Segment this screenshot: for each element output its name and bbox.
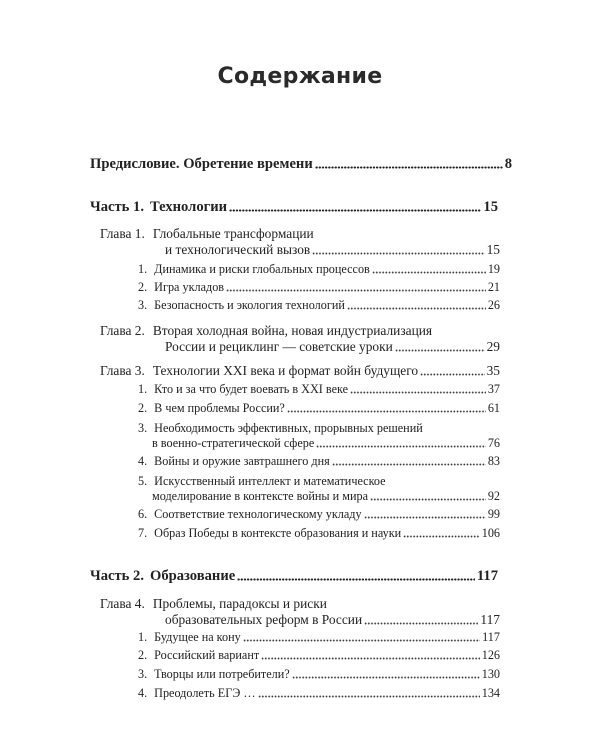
toc-part[interactable]: [90, 567, 498, 585]
toc-section-title: Игра укладов: [154, 280, 225, 294]
toc-section[interactable]: [138, 421, 500, 451]
toc-section-number: 3.: [138, 298, 148, 312]
toc-section-number: 2.: [138, 401, 148, 415]
toc-section[interactable]: [138, 648, 500, 663]
toc-section-number: 1.: [138, 382, 148, 396]
dot-leader: [226, 289, 486, 292]
toc-chapter-title-line: образовательных реформ в России: [165, 612, 363, 627]
dot-leader: [292, 676, 480, 679]
toc-section[interactable]: [138, 667, 500, 682]
toc-section[interactable]: [138, 454, 500, 469]
toc-page-number: 8: [504, 156, 512, 172]
toc-preface-label: Предисловие. Обретение времени: [90, 156, 313, 172]
toc-page-number: 37: [487, 382, 500, 396]
toc-page-number: 15: [486, 242, 500, 257]
toc-page-number: 61: [487, 401, 500, 415]
toc-section[interactable]: [138, 401, 500, 416]
toc-section-number: 2.: [138, 648, 148, 662]
toc-chapter[interactable]: [100, 363, 500, 379]
toc-part-label: Часть 1.: [90, 199, 144, 215]
toc-chapter-label: Глава 2.: [100, 323, 145, 338]
toc-preface[interactable]: [90, 155, 512, 173]
dot-leader: [287, 410, 486, 413]
toc-section-number: 4.: [138, 686, 148, 700]
dot-leader: [395, 349, 485, 352]
toc-chapter-title-line: Технологии XXI века и формат войн будущего: [152, 363, 419, 378]
toc-page-number: 26: [487, 298, 500, 312]
toc-part-title: Образование: [149, 568, 236, 584]
toc-part-label: Часть 2.: [90, 568, 144, 584]
toc-page-number: 117: [482, 630, 500, 644]
toc-section-title: Войны и оружие завтрашнего дня: [154, 454, 330, 468]
dot-leader: [420, 373, 485, 376]
toc-section[interactable]: [138, 474, 500, 504]
toc-page-number: 117: [476, 568, 498, 584]
toc-chapter[interactable]: [100, 596, 500, 628]
toc-section-number: 7.: [138, 526, 148, 540]
toc-page-number: 106: [481, 526, 500, 540]
toc-chapter-label: Глава 3.: [100, 363, 145, 378]
toc-page-number: 19: [487, 262, 500, 276]
toc-chapter-title-line: Глобальные трансформации: [152, 226, 314, 241]
dot-leader: [332, 463, 486, 466]
dot-leader: [403, 535, 480, 538]
toc-section-title: Соответствие технологическому укладу: [154, 507, 362, 521]
toc-section[interactable]: [138, 382, 500, 397]
toc-page-number: 92: [487, 489, 500, 503]
toc-chapter[interactable]: [100, 323, 500, 355]
toc-section-number: 3.: [138, 421, 148, 435]
toc-page-number: 126: [481, 648, 500, 662]
toc-page-number: 134: [481, 686, 500, 700]
toc-section[interactable]: [138, 262, 500, 277]
toc-part-title: Технологии: [149, 199, 228, 215]
toc-section-title: Будущее на кону: [154, 630, 241, 644]
toc-part[interactable]: [90, 198, 498, 216]
dot-leader: [372, 271, 486, 274]
toc-chapter-title-line: Проблемы, парадоксы и риски: [152, 596, 327, 611]
toc-section-title: Динамика и риски глобальных процессов: [154, 262, 370, 276]
page-title: Содержание: [217, 64, 383, 89]
toc-chapter-title-line: Вторая холодная война, новая индустриализация: [152, 323, 433, 338]
toc-section-title-cont: моделирование в контексте войны и мира: [152, 489, 368, 503]
toc-section-title: Творцы или потребители?: [154, 667, 290, 681]
dot-leader: [237, 578, 475, 581]
toc-chapter[interactable]: [100, 226, 500, 258]
dot-leader: [315, 166, 503, 169]
toc-section-title: Преодолеть ЕГЭ …: [154, 686, 256, 700]
toc-chapter-label: Глава 4.: [100, 596, 145, 611]
dot-leader: [229, 209, 481, 212]
dot-leader: [312, 252, 484, 255]
toc-chapter-title-line: и технологический вызов: [165, 242, 311, 257]
toc-page-number: 15: [483, 199, 498, 215]
toc-chapter-label: Глава 1.: [100, 226, 145, 241]
toc-section-title: Необходимость эффективных, прорывных решений: [154, 421, 423, 435]
toc-page-number: 35: [486, 363, 500, 378]
toc-page-number: 83: [487, 454, 500, 468]
toc-section-number: 2.: [138, 280, 148, 294]
toc-section-number: 5.: [138, 474, 148, 488]
dot-leader: [347, 307, 486, 310]
dot-leader: [316, 445, 486, 448]
toc-page-number: 99: [487, 507, 500, 521]
toc-section-number: 1.: [138, 262, 148, 276]
dot-leader: [364, 622, 478, 625]
toc-section-number: 1.: [138, 630, 148, 644]
toc-section[interactable]: [138, 507, 500, 522]
toc-section-title: В чем проблемы России?: [154, 401, 285, 415]
dot-leader: [364, 516, 486, 519]
toc-section-title: Безопасность и экология технологий: [154, 298, 345, 312]
toc-chapter-title-line: России и рециклинг — советские уроки: [165, 339, 393, 354]
toc-section-title: Искусственный интеллект и математическое: [154, 474, 386, 488]
dot-leader: [258, 695, 480, 698]
toc-section-title: Кто и за что будет воевать в XXI веке: [154, 382, 349, 396]
toc-page-number: 117: [480, 612, 500, 627]
toc-page-number: 130: [481, 667, 500, 681]
dot-leader: [243, 639, 480, 642]
toc-section[interactable]: [138, 686, 500, 701]
toc-page-number: 21: [487, 280, 500, 294]
dot-leader: [261, 657, 480, 660]
toc-page-number: 29: [486, 339, 500, 354]
toc-section-title: Образ Победы в контексте образования и науки: [154, 526, 402, 540]
toc-page-number: 76: [487, 436, 500, 450]
toc-section-number: 4.: [138, 454, 148, 468]
toc-section[interactable]: [138, 280, 500, 295]
toc-section-number: 3.: [138, 667, 148, 681]
toc-section[interactable]: [138, 298, 500, 313]
dot-leader: [370, 498, 486, 501]
toc-section-title: Российский вариант: [154, 648, 260, 662]
toc-section[interactable]: [138, 630, 500, 645]
dot-leader: [350, 391, 486, 394]
toc-section-title-cont: в военно-стратегической сфере: [152, 436, 315, 450]
toc-section-number: 6.: [138, 507, 148, 521]
toc-section[interactable]: [138, 526, 500, 541]
